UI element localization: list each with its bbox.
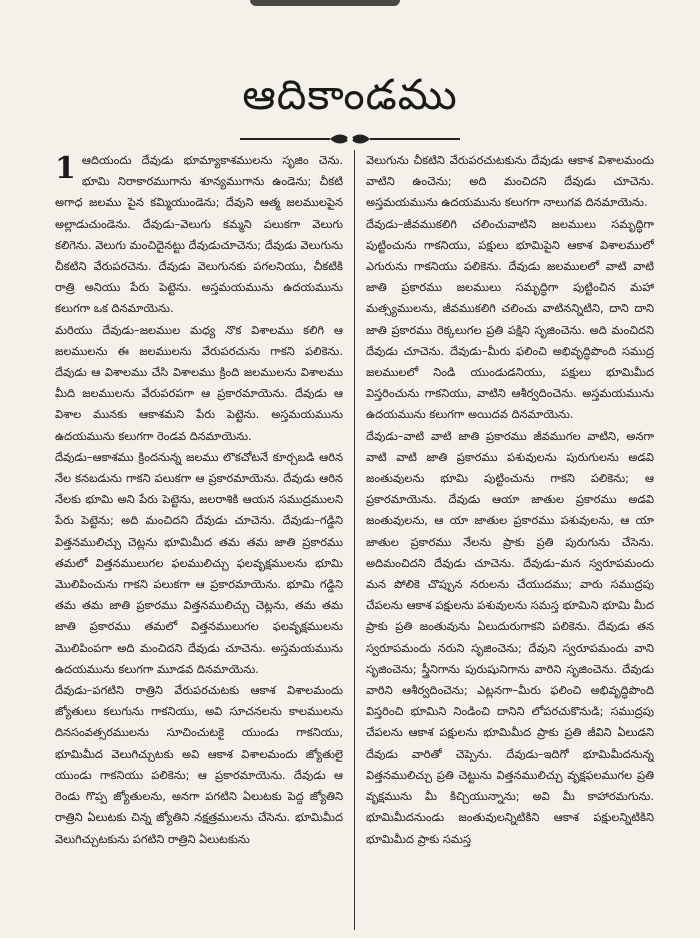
paragraph: దేవుడు–జీవముకలిగి చలించువాటిని జలములు సమృద్ధిగా పుట్టించును గాకనియు, పక్షులు భూమిపైని ఆకాశ విశాలములో ఎగురును గాకనియు పలికెను. దేవుడు జలములలో వాటి వాటి జాతి ప్రకారము జలములు సమృద్ధిగా పుట్టించిన మహా మత్స్యములను, జీవముకలిగి చలించు వాటినన్నిటిని, దాని దాని జాతి ప్రకారము రెక్కలుగల ప్రతి పక్షిని సృజించెను. అది మంచిదని దేవుడు చూచెను. దేవుడు–మీరు ఫలించి అభివృద్ధిపొంది సముద్ర జలములలో నిండి యుండుడనియు, పక్షులు భూమిమీద విస్తరించును గాకనియు, వాటిని ఆశీర్వదించెను. అస్తమయమును ఉదయమును కలుగగా అయిదవ దినమాయెను. (366, 216, 654, 422)
paragraph: వెలుగును చీకటిని వేరుపరచుటకును దేవుడు ఆకాశ విశాలమందు వాటిని ఉంచెను; అది మంచిదని దేవుడు చూచెను. అస్తమయమును ఉదయమును కలుగగా నాలుగవ దినమాయెను. (366, 153, 654, 210)
page-top-edge (250, 0, 400, 6)
right-column (355, 150, 654, 930)
left-column (55, 150, 355, 930)
paragraph: దేవుడు–పగటిని రాత్రిని వేరుపరచుటకు ఆకాశ విశాలమందు జ్యోతులు కలుగును గాకనియు, అవి సూచనలను కాలములను దినసంవత్సరములను సూచించుటకై యుండు గాకనియు, భూమిమీద వెలుగిచ్చుటకు అవి ఆకాశ విశాలమందు జ్యోతులై యుండు గాకనియు పలికెను; ఆ ప్రకారమాయెను. దేవుడు ఆ రెండు గొప్ప జ్యోతులను, అనగా పగటిని ఏలుటకు పెద్ద జ్యోతిని రాత్రిని ఏలుటకు చిన్న జ్యోతిని నక్షత్రములను చేసెను. భూమిమీద వెలుగిచ్చుటకును పగటిని రాత్రిని ఏలుటకును (55, 683, 343, 846)
paragraph: ఆదియందు దేవుడు భూమ్యాకాశములను సృజిం చెను. భూమి నిరాకారముగాను శూన్యముగాను ఉండెను; చీకటి అగాధ జలము పైన కమ్మియుండెను; దేవుని ఆత్మ జలములపైన అల్లాడుచుండెను. దేవుడు–వెలుగు కమ్మని పలుకగా వెలుగు కలిగెను. వెలుగు మంచిదైనట్టు దేవుడుచూచెను; దేవుడు వెలుగును చీకటిని వేరుపరచెను. దేవుడు వెలుగునకు పగలనియు, చీకటికి రాత్రి అనియు పేరు పెట్టెను. అస్తమయమును ఉదయమును కలుగగా ఒక దినమాయెను. (55, 153, 343, 316)
paragraph: మరియు దేవుడు–జలముల మధ్య నొక విశాలము కలిగి ఆ జలములను ఈ జలములను వేరుపరచును గాకని పలికెను. దేవుడు ఆ విశాలము చేసి విశాలము క్రింది జలములను విశాలము మీది జలములను వేరుపరపగా ఆ ప్రకారమాయెను. దేవుడు ఆ విశాల మునకు ఆకాశమని పేరు పెట్టెను. అస్తమయమును ఉదయమును కలుగగా రెండవ దినమాయెను. (55, 322, 343, 443)
text-columns (55, 150, 655, 930)
book-title: ఆదికాండము (242, 70, 458, 119)
paragraph: దేవుడు–వాటి వాటి జాతి ప్రకారము జీవముగల వాటిని, అనగా వాటి వాటి జాతి ప్రకారము పశువులను పురుగులను అడవి జంతువులను భూమి పుట్టించును గాకని పలికెను; ఆ ప్రకారమాయెను. దేవుడు ఆయా జాతుల ప్రకారము అడవి జంతువులను, ఆ యా జాతుల ప్రకారము పశువులను, ఆ యా జాతుల ప్రకారము నేలను ప్రాకు ప్రతి పురుగును చేసెను. అదిమంచిదని దేవుడు చూచెను. దేవుడు–మన స్వరూపమందు మన పోలికె చొప్పున నరులను చేయుదము; వారు సముద్రపు చేపలను ఆకాశ పక్షులను పశువులను సమస్త భూమిని భూమి మీద ప్రాకు ప్రతి జంతువును ఏలుదురుగాకని పలికెను. దేవుడు తన స్వరూపమందు నరుని సృజించెను; దేవుని స్వరూపమందు వాని సృజించెను; స్త్రీనిగాను పురుషునిగాను వారిని సృజించెను. దేవుడు వారిని ఆశీర్వదించెను; ఎట్లనగా–మీరు ఫలించి అభివృద్ధిపొంది విస్తరించి భూమిని నిండించి దానిని లోపరచుకొనుడి; సముద్రపు చేపలను ఆకాశ పక్షులను భూమిమీద ప్రాకు ప్రతి జీవిని ఏలుడని దేవుడు వారితో చెప్పెను. దేవుడు–ఇదిగో భూమిమీదనున్న విత్తనములిచ్చు ప్రతి చెట్టును విత్తనములిచ్చు వృక్షఫలముగల ప్రతి వృక్షమును మీ కిచ్చియున్నాను; అవి మీ కాహారమగును. భూమిమీదనుండు జంతువులన్నిటికిని ఆకాశ పక్షులన్నిటికిని భూమిమీద ప్రాకు సమస్త (366, 428, 654, 846)
divider-ornament-icon (230, 128, 470, 150)
paragraph: దేవుడు–ఆకాశము క్రిందనున్న జలము లొకచోటనే కూర్చబడి ఆరిన నేల కనబడును గాకని పలుకగా ఆ ప్రకారమాయెను. దేవుడు ఆరిన నేలకు భూమి అని పేరు పెట్టెను, జలరాశికి ఆయన సముద్రములని పేరు పెట్టెను; అది మంచిదని దేవుడు చూచెను. దేవుడు–గడ్డిని విత్తనములిచ్చు చెట్లను భూమిమీద తమ తమ జాతి ప్రకారము తమలో విత్తనములుగల ఫలములిచ్చు ఫలవృక్షములను భూమి మొలిపించును గాకని పలుకగా ఆ ప్రకారమాయెను. భూమి గడ్డిని తమ తమ జాతి ప్రకారము విత్తనములిచ్చు చెట్లను, తమ తమ జాతి ప్రకారము తమలో విత్తనములుగల ఫలవృక్షములను మొలిపింపగా అది మంచిదని దేవుడు చూచెను. అస్తమయమును ఉదయమును కలుగగా మూడవ దినమాయెను. (55, 449, 343, 676)
chapter-number: 1 (55, 151, 76, 186)
